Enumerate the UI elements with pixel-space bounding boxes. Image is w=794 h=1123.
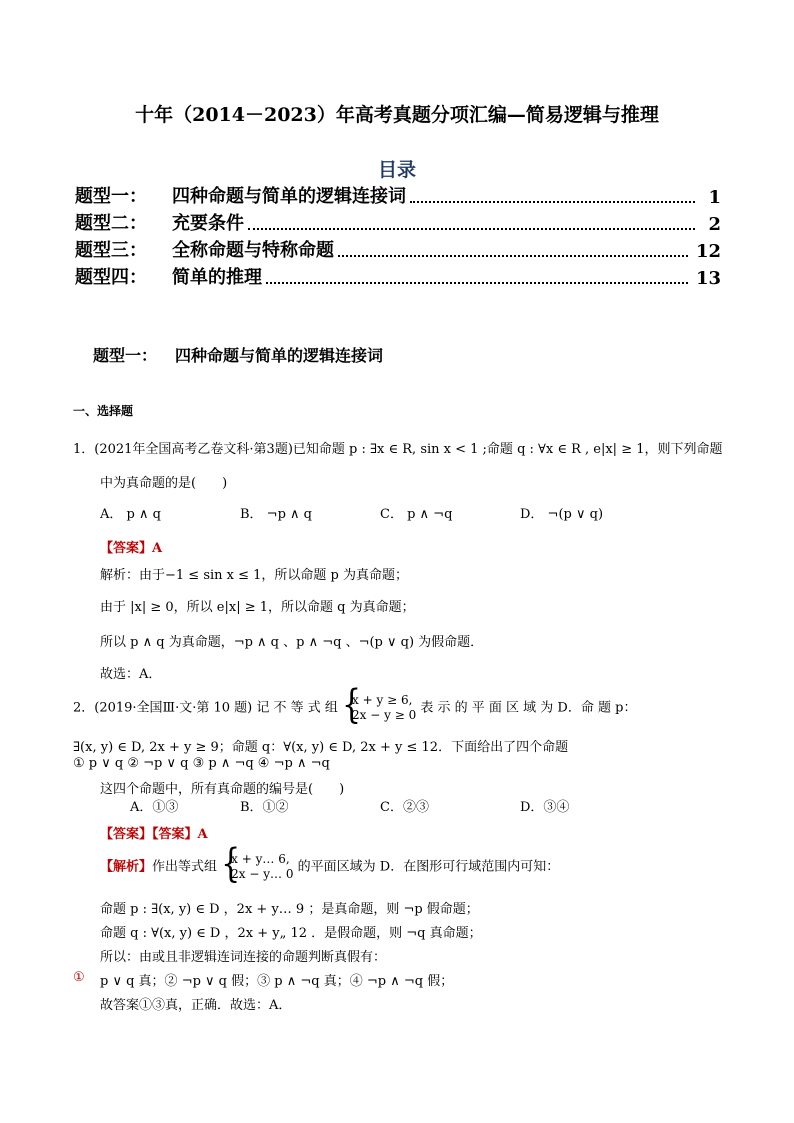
q2-jiexi-prefix: 作出等式组 [152,859,218,875]
q2-ineq-line: 2x − y ≥ 0 [352,708,417,722]
q2-final: 故答案①③真，正确．故选：A． [100,998,292,1013]
toc-item-page: 12 [695,241,721,262]
q2-stem [73,682,637,729]
toc-item-label: 题型一： [75,186,147,207]
q2-jiexi-line: 所以：由或且非逻辑连词连接的命题判断真假有： [100,950,387,965]
q2-question: 这四个命题中，所有真命题的编号是( ) [100,782,345,797]
q1-option-d: D． ¬(p ∨ q) [520,507,604,522]
q2-option-c: C．②③ [380,800,429,815]
document-title: 十年（2014－2023）年高考真题分项汇编—简易逻辑与推理 [135,104,659,126]
section-heading [93,343,401,366]
q2-jiexi-inequality [221,841,294,888]
q2-ineq-line: x + y ≥ 6, [352,693,413,707]
q2-stem-line: ∃(x, y) ∈ D, 2x + y ≥ 9；命题 q：∀(x, y) ∈ D, 2x + y ≤ 12．下面给出了四个命题 [73,740,569,755]
q2-stem-suffix: 表 示 的 平 面 区 域 为 D．命 题 p： [420,700,637,716]
toc-item[interactable] [75,265,721,289]
q2-jiexi [100,841,560,888]
q1-option-c: C． p ∧ ¬q [380,507,453,522]
left-brace-icon: { [342,682,362,729]
q2-jiexi-ineq-line: x + y… 6, [231,852,290,866]
toc-item-text: 简单的推理 [172,267,262,288]
toc-item-label: 题型二： [75,213,147,234]
q1-analysis-line: 所以 p ∧ q 为真命题，¬p ∧ q 、p ∧ ¬q 、¬(p ∨ q) 为假命题． [100,635,484,650]
section-title: 四种命题与简单的逻辑连接词 [175,346,384,365]
subsection-heading: 一、选择题 [73,404,134,418]
q2-inequality-system [342,682,417,729]
q1-stem-cont: 中为真命题的是( ) [100,476,228,491]
q1-stem: 1．(2021年全国高考乙卷文科·第3题)已知命题 p : ∃x ∈ R, sin x < 1 ;命题 q : ∀x ∈ R , e|x| ≥ 1，则下列命题 [73,442,723,457]
toc-item-text: 四种命题与简单的逻辑连接词 [172,186,406,207]
q2-circle-number: ① [73,970,85,985]
q2-jiexi-label: 【解析】 [100,859,153,875]
q2-jiexi-suffix: 的平面区域为 D．在图形可行域范围内可知： [297,859,560,875]
left-brace-icon: { [221,841,241,888]
toc-item-label: 题型三： [75,240,147,261]
toc-item[interactable] [75,211,721,235]
q2-stem-prefix: 2．(2019·全国Ⅲ·文·第 10 题) 记 不 等 式 组 [73,700,338,716]
q1-analysis-line: 由于 |x| ≥ 0，所以 e|x| ≥ 1，所以命题 q 为真命题； [100,600,415,615]
toc-item-page: 13 [695,268,721,289]
toc-item-page: 2 [708,214,721,235]
toc-item-text: 全称命题与特称命题 [172,240,334,261]
q2-option-b: B．①② [240,800,289,815]
toc-item-page: 1 [708,187,721,208]
section-label: 题型一： [93,346,158,365]
q2-propositions: ① p ∨ q ② ¬p ∨ q ③ p ∧ ¬q ④ ¬p ∧ ¬q [73,756,330,771]
q2-truth-line: p ∨ q 真；② ¬p ∨ q 假；③ p ∧ ¬q 真；④ ¬p ∧ ¬q 假； [100,974,454,989]
toc-item[interactable] [75,184,721,208]
q2-jiexi-ineq-line: 2x − y… 0 [231,867,294,881]
toc-heading: 目录 [377,159,416,181]
q2-answer: 【答案】【答案】A [100,827,208,842]
toc-leader-dots [410,201,695,203]
q1-analysis-line: 解析：由于−1 ≤ sin x ≤ 1，所以命题 p 为真命题； [100,568,409,583]
toc-leader-dots [248,228,695,230]
q1-analysis-line: 故选：A． [100,667,162,682]
toc-item-label: 题型四： [75,267,147,288]
q1-option-a: A． p ∧ q [100,507,161,522]
toc-leader-dots [266,282,688,284]
q2-jiexi-line: 命题 p : ∃(x, y) ∈ D ，2x + y… 9 ；是真命题，则 ¬p 假命题； [100,902,479,917]
toc-item[interactable] [75,238,721,262]
q2-jiexi-line: 命题 q : ∀(x, y) ∈ D ，2x + y„ 12 ．是假命题，则 ¬q 真命题； [100,926,482,941]
q2-option-a: A．①③ [130,800,179,815]
toc-item-text: 充要条件 [172,213,244,234]
toc-leader-dots [338,255,688,257]
q1-answer: 【答案】A [100,541,163,556]
q1-option-b: B． ¬p ∧ q [240,507,313,522]
q2-option-d: D．③④ [520,800,570,815]
